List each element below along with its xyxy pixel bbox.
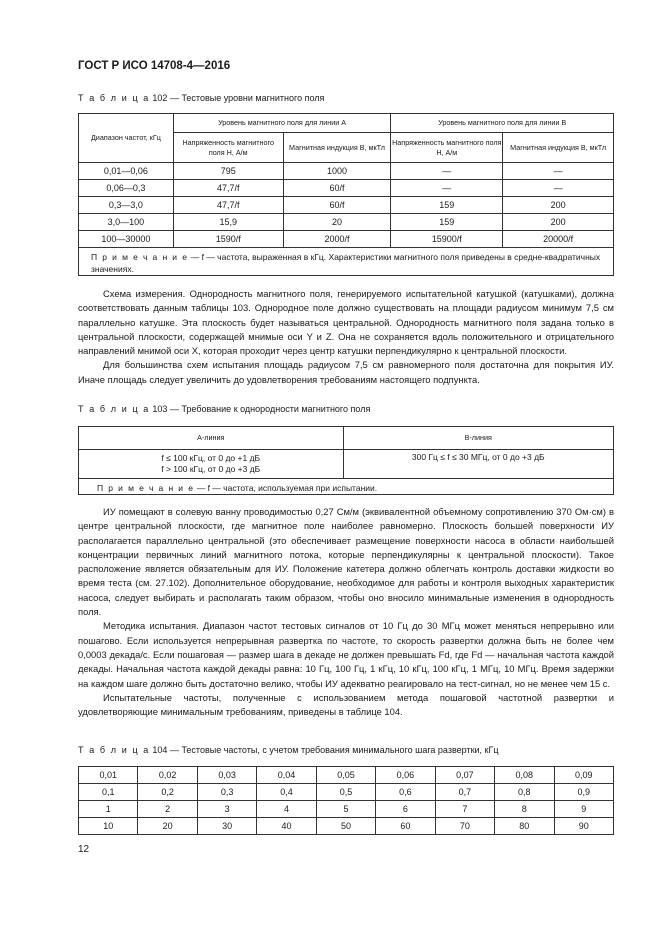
cell: 15,9: [173, 214, 283, 231]
cell: 200: [503, 214, 614, 231]
table-row: [79, 180, 614, 197]
cell: 159: [391, 197, 503, 214]
cell: 40: [257, 818, 316, 835]
table-row: [79, 163, 614, 180]
cell: 200: [503, 197, 614, 214]
cell: 0,02: [138, 767, 197, 784]
cell: 0,06: [376, 767, 435, 784]
cell: 0,07: [435, 767, 494, 784]
table-row: [79, 214, 614, 231]
cell: 0,06—0,3: [79, 180, 174, 197]
table-row: [79, 231, 614, 248]
cell: 0,08: [495, 767, 554, 784]
a-line-1: f ≤ 100 кГц, от 0 до +1 дБ: [161, 453, 261, 463]
cell: 0,3—3,0: [79, 197, 174, 214]
cell: 30: [197, 818, 256, 835]
cell: 1000: [283, 163, 391, 180]
cell: —: [503, 163, 614, 180]
cell: 0,04: [257, 767, 316, 784]
note-text: — f — частота, выраженная в кГц. Характеристики магнитного поля приведены в средне-квадратичных значениях.: [91, 251, 601, 274]
col-b-header: B-линия: [343, 427, 614, 450]
table-103-caption: [78, 404, 370, 414]
group-b-header: Уровень магнитного поля для линии B: [391, 114, 614, 133]
cell: 0,4: [257, 784, 316, 801]
cell: 1: [79, 801, 138, 818]
table-row: [79, 197, 614, 214]
paragraph: Схема измерения. Однородность магнитного поля, генерируемого испытательной катушкой (катушками), должна соответствовать данным таблицы 103. Однородное поле должно существовать на площади радиусом минимум 7,5 см параллельно катушке. Эта плоскость будет называться центральной. Однородность магнитного поля задана только в центральной плоскости, содержащей мнимые оси Y и Z. Она не сохраняется вдоль положительного и отрицательного направлений мнимой оси X, которая проходит через центр катушки перпендикулярно к центральной плоскости.: [78, 288, 614, 357]
cell: 2: [138, 801, 197, 818]
cell: —: [391, 163, 503, 180]
note-word: П р и м е ч а н и е: [97, 482, 195, 493]
table-102: [78, 113, 614, 276]
paragraph: Для большинства схем испытания площадь радиусом 7,5 см равномерного поля достаточна для покрытия ИУ. Иначе площадь следует увеличить до удовлетворения требованиям настоящего подпункта.: [78, 359, 614, 385]
a-line-2: f > 100 кГц, от 0 до +3 дБ: [161, 464, 261, 474]
table-row: [79, 818, 614, 835]
cell: 60/f: [283, 197, 391, 214]
caption-text: 104 — Тестовые частоты, с учетом требования минимального шага развертки, кГц: [152, 745, 499, 755]
table-104: [78, 766, 614, 835]
col-range-header: Диапазон частот, кГц: [79, 114, 174, 163]
cell: 10: [79, 818, 138, 835]
cell: 0,03: [197, 767, 256, 784]
cell: 6: [376, 801, 435, 818]
cell: 0,6: [376, 784, 435, 801]
cell: 20000/f: [503, 231, 614, 248]
table-103-note: [79, 479, 614, 495]
cell: 0,01—0,06: [79, 163, 174, 180]
table-102-caption: [78, 93, 324, 103]
sub-h-header-a: Напряженность магнитного поля H, А/м: [173, 133, 283, 163]
cell: 0,1: [79, 784, 138, 801]
cell: 4: [257, 801, 316, 818]
cell: 60/f: [283, 180, 391, 197]
cell: 47,7/f: [173, 197, 283, 214]
group-a-header: Уровень магнитного поля для линии A: [173, 114, 391, 133]
body-text-section-2: [78, 505, 614, 719]
cell: 0,2: [138, 784, 197, 801]
sub-h-header-b: Напряженность магнитного поля H, А/м: [391, 133, 503, 163]
cell: 9: [554, 801, 614, 818]
caption-text: 102 — Тестовые уровни магнитного поля: [152, 93, 325, 103]
paragraph: Испытательные частоты, полученные с использованием метода пошаговой частотной развертки и удовлетворяющие минимальным требованиям, приведены в таблице 104.: [78, 691, 614, 718]
caption-word: Т а б л и ц а: [78, 404, 150, 414]
cell: 100—30000: [79, 231, 174, 248]
cell: 5: [316, 801, 375, 818]
sub-b-header-a: Магнитная индукция B, мкТл: [283, 133, 391, 163]
cell: 1590/f: [173, 231, 283, 248]
cell: 0,8: [495, 784, 554, 801]
cell: 8: [495, 801, 554, 818]
cell: 0,9: [554, 784, 614, 801]
caption-word: Т а б л и ц а: [78, 93, 150, 103]
cell: 3,0—100: [79, 214, 174, 231]
body-text-section-1: [78, 287, 614, 387]
table-103: [78, 426, 614, 495]
cell: —: [503, 180, 614, 197]
page-number: 12: [78, 844, 90, 855]
cell: 7: [435, 801, 494, 818]
table-row: [79, 801, 614, 818]
caption-word: Т а б л и ц а: [78, 745, 150, 755]
cell: 50: [316, 818, 375, 835]
a-line-cell: [79, 450, 344, 479]
cell: 0,05: [316, 767, 375, 784]
table-row: [79, 767, 614, 784]
note-text: — f — частота, используемая при испытании.: [196, 482, 378, 493]
table-102-note: [79, 248, 614, 276]
cell: 159: [391, 214, 503, 231]
cell: 70: [435, 818, 494, 835]
paragraph: ИУ помещают в солевую ванну проводимостью 0,27 См/м (эквивалентной объемному сопротивлению 370 Ом·см) в центре центральной плоскости, где магнитное поле наиболее равномерно. Плоскость большей поверхности ИУ располагается параллельно центральной (это обеспечивает размещение поверхности насоса в области наибольшей концентрации первичных линий магнитного потока, которые перпендикулярны к центральной плоскости). Такое расположение является обязательным для ИУ. Положение катетера должно облегчать контроль доставки жидкости во время теста (см. 27.102). Дополнительное оборудование, необходимое для работы и контроля выходных характеристик насоса, следует выбирать и располагать таким образом, чтобы оно вносило минимальные изменения в однородность поля.: [78, 506, 614, 618]
col-a-header: A-линия: [79, 427, 344, 450]
cell: 0,09: [554, 767, 614, 784]
cell: 0,01: [79, 767, 138, 784]
cell: 47,7/f: [173, 180, 283, 197]
caption-text: 103 — Требование к однородности магнитного поля: [152, 404, 371, 414]
sub-b-header-b: Магнитная индукция B, мкТл: [503, 133, 614, 163]
table-row: [79, 784, 614, 801]
b-line-cell: 300 Гц ≤ f ≤ 30 МГц, от 0 до +3 дБ: [343, 450, 614, 479]
cell: 0,3: [197, 784, 256, 801]
cell: 80: [495, 818, 554, 835]
cell: 2000/f: [283, 231, 391, 248]
paragraph: Методика испытания. Диапазон частот тестовых сигналов от 10 Гц до 30 МГц может меняться непрерывно или пошагово. Если используется непрерывная развертка по частоте, то скорость развертки должна быть не более чем 0,0003 декада/с. Если пошаговая — размер шага в декаде не должен превышать Fd, где Fd — начальная частота каждой декады. Начальная частота каждой декады равна: 10 Гц, 100 Гц, 1 кГц, 10 кГц, 100 кГц, 1 МГц, 10 МГц. Время задержки на каждом шаге должно быть достаточно велико, чтобы ИУ адекватно реагировало на тест-сигнал, но не менее чем 15 с.: [78, 620, 614, 689]
cell: 15900/f: [391, 231, 503, 248]
cell: 20: [138, 818, 197, 835]
document-header: ГОСТ Р ИСО 14708-4—2016: [78, 60, 231, 72]
cell: 795: [173, 163, 283, 180]
cell: 3: [197, 801, 256, 818]
cell: 20: [283, 214, 391, 231]
table-104-caption: [78, 745, 499, 755]
note-word: П р и м е ч а н и е: [91, 251, 189, 262]
cell: 0,7: [435, 784, 494, 801]
cell: 60: [376, 818, 435, 835]
cell: —: [391, 180, 503, 197]
cell: 90: [554, 818, 614, 835]
cell: 0,5: [316, 784, 375, 801]
